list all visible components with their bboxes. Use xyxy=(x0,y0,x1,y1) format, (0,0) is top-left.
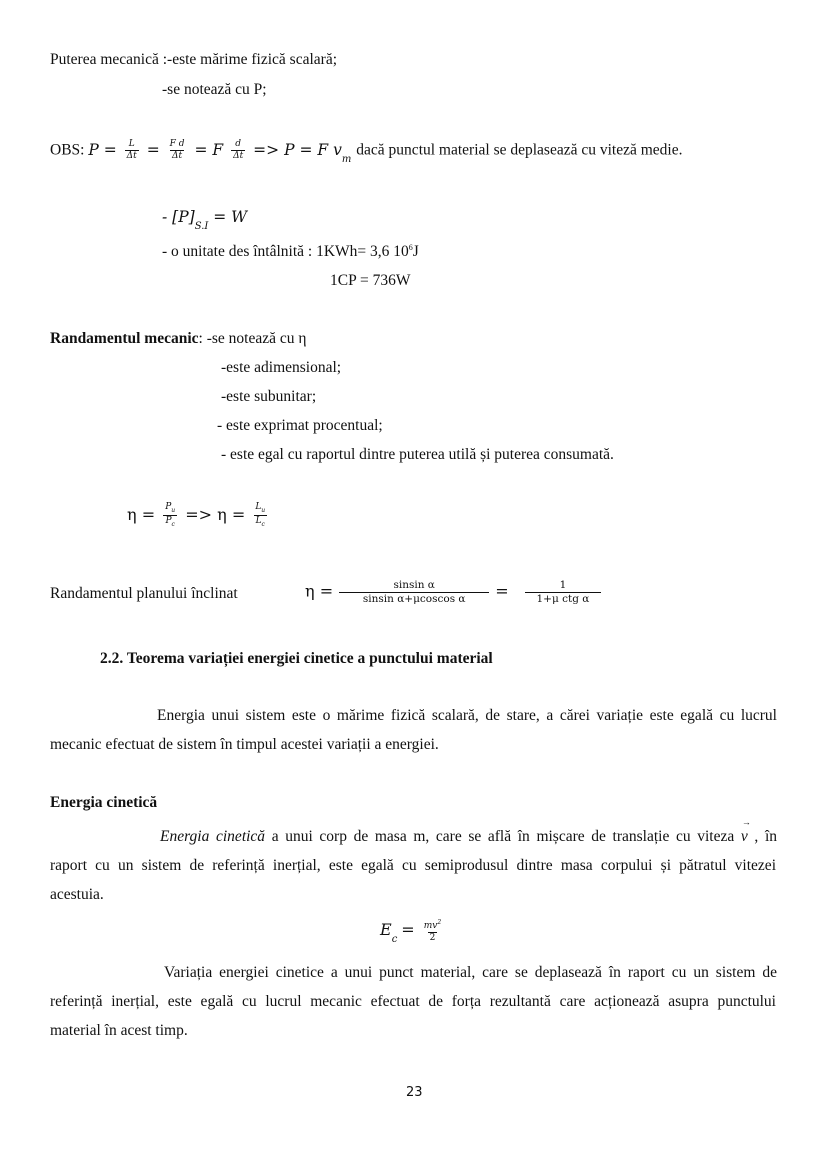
velocity-vector: → v xyxy=(741,829,748,845)
si-unit: - $[P]_{S.I} = W$ xyxy=(162,208,248,232)
section-heading: 2.2. Teorema variației energiei cinetice a punctului material xyxy=(100,650,493,667)
efficiency-prop: - este egal cu raportul dintre puterea utilă și puterea consumată. xyxy=(221,446,614,463)
efficiency-prop: -este adimensional; xyxy=(221,359,342,376)
kinetic-paragraph: raport cu un sistem de referință inerțial, este egală cu semiprodusul dintre masa corpului și pătratul vitezei xyxy=(50,857,776,874)
efficiency-prop: - este exprimat procentual; xyxy=(217,417,383,434)
kinetic-energy-formula: $E_c$ = $\frac{mv^2}{2}$ xyxy=(380,919,442,946)
inclined-plane-label: Randamentul planului înclinat xyxy=(50,585,238,602)
efficiency-prop: -este subunitar; xyxy=(221,388,317,405)
kinetic-paragraph: Variația energiei cinetice a unui punct material, care se deplasează în raport cu un sistem de xyxy=(164,964,777,981)
efficiency-intro: Randamentul mecanic: -se notează cu η xyxy=(50,330,307,347)
kinetic-heading: Energia cinetică xyxy=(50,794,158,811)
obs-line xyxy=(50,140,683,165)
power-label: Puterea mecanică : xyxy=(50,51,168,68)
efficiency-formula: η = $\frac{P_u}{P_c}$ => η = $\frac{L_u}{L_c}$ xyxy=(127,502,266,528)
kinetic-paragraph: Energia cinetică a unui corp de masa m, care se află în mișcare de translație cu viteza → v , în xyxy=(160,829,777,845)
page-number: 23 xyxy=(406,1085,423,1100)
power-prop: -se notează cu P; xyxy=(162,81,267,98)
section-paragraph: mecanic efectuat de sistem în timpul acestei variații a energiei. xyxy=(50,736,439,753)
power-formula: P = $\frac{L}{\Delta t}$ = $\frac{\text{F d}}{\Delta t}$ = F $\frac{d}{\Delta t}$ => P = F $v_m$ xyxy=(88,139,352,165)
inclined-plane-formula: η = $\frac{\text{sinsin α}}{\text{sinsin α+μcoscos α}}$ = $\frac{1}{\text{1+μ ctg α}}$ xyxy=(305,580,602,604)
obs-text: dacă punctul material se deplasează cu viteză medie. xyxy=(356,141,683,159)
efficiency-prop: -se notează cu η xyxy=(206,330,307,347)
power-prop: -este mărime fizică scalară; xyxy=(167,51,338,68)
efficiency-label: Randamentul mecanic xyxy=(50,330,199,347)
power-intro xyxy=(50,52,337,68)
kinetic-paragraph: acestuia. xyxy=(50,886,104,903)
obs-label: OBS: xyxy=(50,141,85,159)
section-paragraph: Energia unui sistem este o mărime fizică scalară, de stare, a cărei variație este egală cu lucrul xyxy=(157,707,777,724)
other-unit: - o unitate des întâlnită : 1KWh= 3,6 $10^6J$ xyxy=(162,243,419,260)
kinetic-paragraph: referință inerțial, este egală cu lucrul mecanic efectuat de forța rezultantă care acționează asupra punctului xyxy=(50,993,776,1010)
kinetic-paragraph: material în acest timp. xyxy=(50,1022,188,1039)
cp-unit: 1CP = 736W xyxy=(330,272,411,289)
